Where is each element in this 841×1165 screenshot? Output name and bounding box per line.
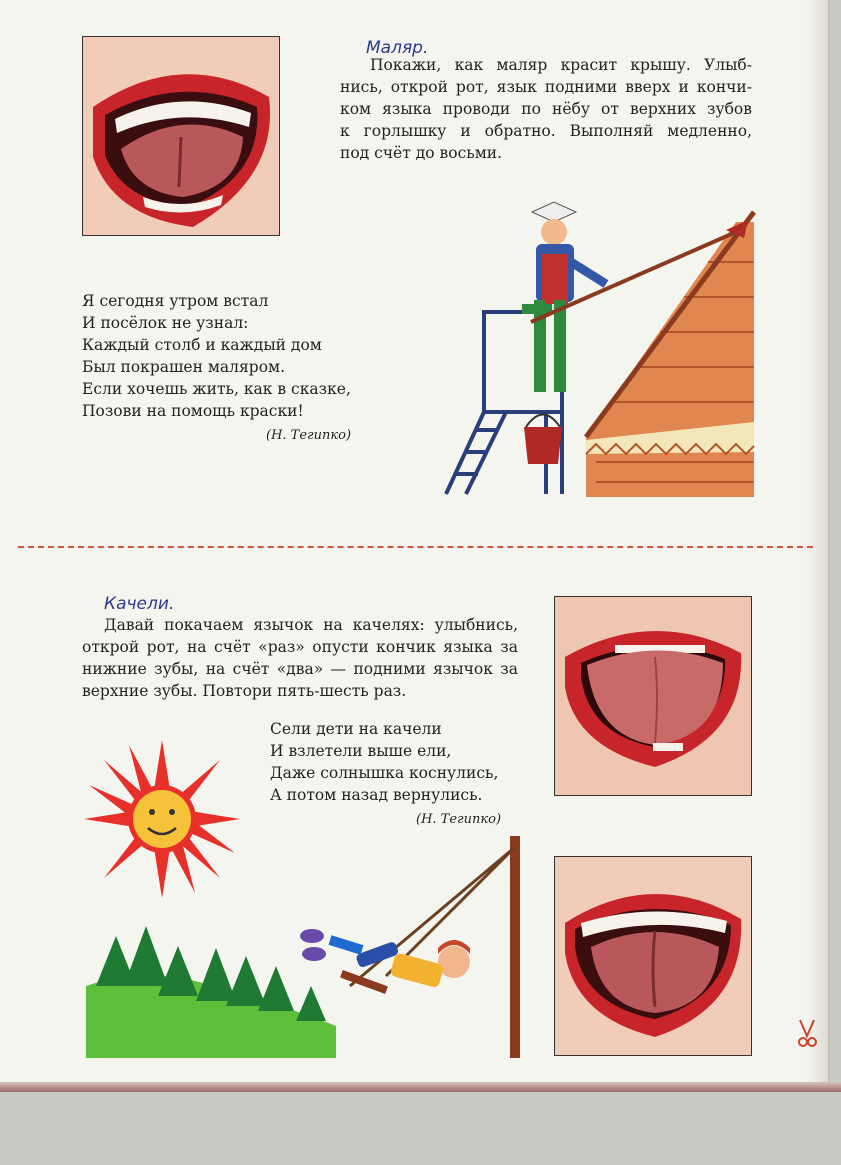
poem-line: Если хочешь жить, как в сказке, [82, 380, 351, 398]
poem-line: И взлетели выше ели, [270, 742, 452, 760]
child-on-swing-icon [86, 836, 522, 1058]
painter-title: Маляр. [366, 38, 429, 58]
painter-poem [82, 290, 351, 422]
poem-line: Позови на помощь краски! [82, 402, 304, 420]
swing-instruction-line: открой рот, на счёт «раз» опусти кончик языка за [82, 638, 518, 656]
swing-instruction-line: Давай покачаем язычок на качелях: улыбнись, [104, 616, 518, 634]
swing-instruction-line: верхние зубы. Повтори пять-шесть раз. [82, 682, 407, 700]
mouth-tongue-down-icon [555, 597, 751, 795]
painter-instruction-line: ком языка проводи по нёбу от верхних зубов [340, 100, 752, 118]
poem-line: Сели дети на качели [270, 720, 442, 738]
painter-instruction [340, 54, 752, 164]
mouth-tongue-behind-teeth-icon [555, 857, 751, 1055]
painter-instruction-line: нись, открой рот, язык подними вверх и кончи- [340, 78, 752, 96]
swing-title: Качели. [104, 594, 175, 614]
scissors-mark-icon [796, 1018, 818, 1048]
painter-instruction-line: к горлышку и обратно. Выполняй медленно, [340, 122, 752, 140]
painter-on-ladder-icon [436, 182, 756, 497]
swing-instruction-line: нижние зубы, на счёт «два» — подними язычок за [82, 660, 518, 678]
page-spine-shading [806, 0, 828, 1088]
poem-line: Каждый столб и каждый дом [82, 336, 322, 354]
swing-author: (Н. Тегипко) [416, 812, 502, 827]
poem-line: Был покрашен маляром. [82, 358, 286, 376]
swing-poem [270, 718, 498, 806]
painter-instruction-line: под счёт до восьми. [340, 144, 503, 162]
mouth-photo-tongue-down [554, 596, 752, 796]
painter-instruction-line: Покажи, как маляр красит крышу. Улыб- [370, 56, 752, 74]
poem-line: Даже солнышка коснулись, [270, 764, 499, 782]
mouth-tongue-up-icon [83, 37, 279, 235]
mouth-photo-tongue-up [82, 36, 280, 236]
swing-instruction [82, 614, 518, 702]
mouth-photo-tongue-back [554, 856, 752, 1056]
painter-author: (Н. Тегипко) [266, 428, 352, 443]
poem-line: И посёлок не узнал: [82, 314, 249, 332]
section-divider [18, 546, 813, 548]
poem-line: Я сегодня утром встал [82, 292, 269, 310]
page-bottom-edge [0, 1082, 841, 1092]
painter-illustration [436, 182, 756, 497]
swing-illustration [86, 836, 522, 1058]
poem-line: А потом назад вернулись. [270, 786, 483, 804]
